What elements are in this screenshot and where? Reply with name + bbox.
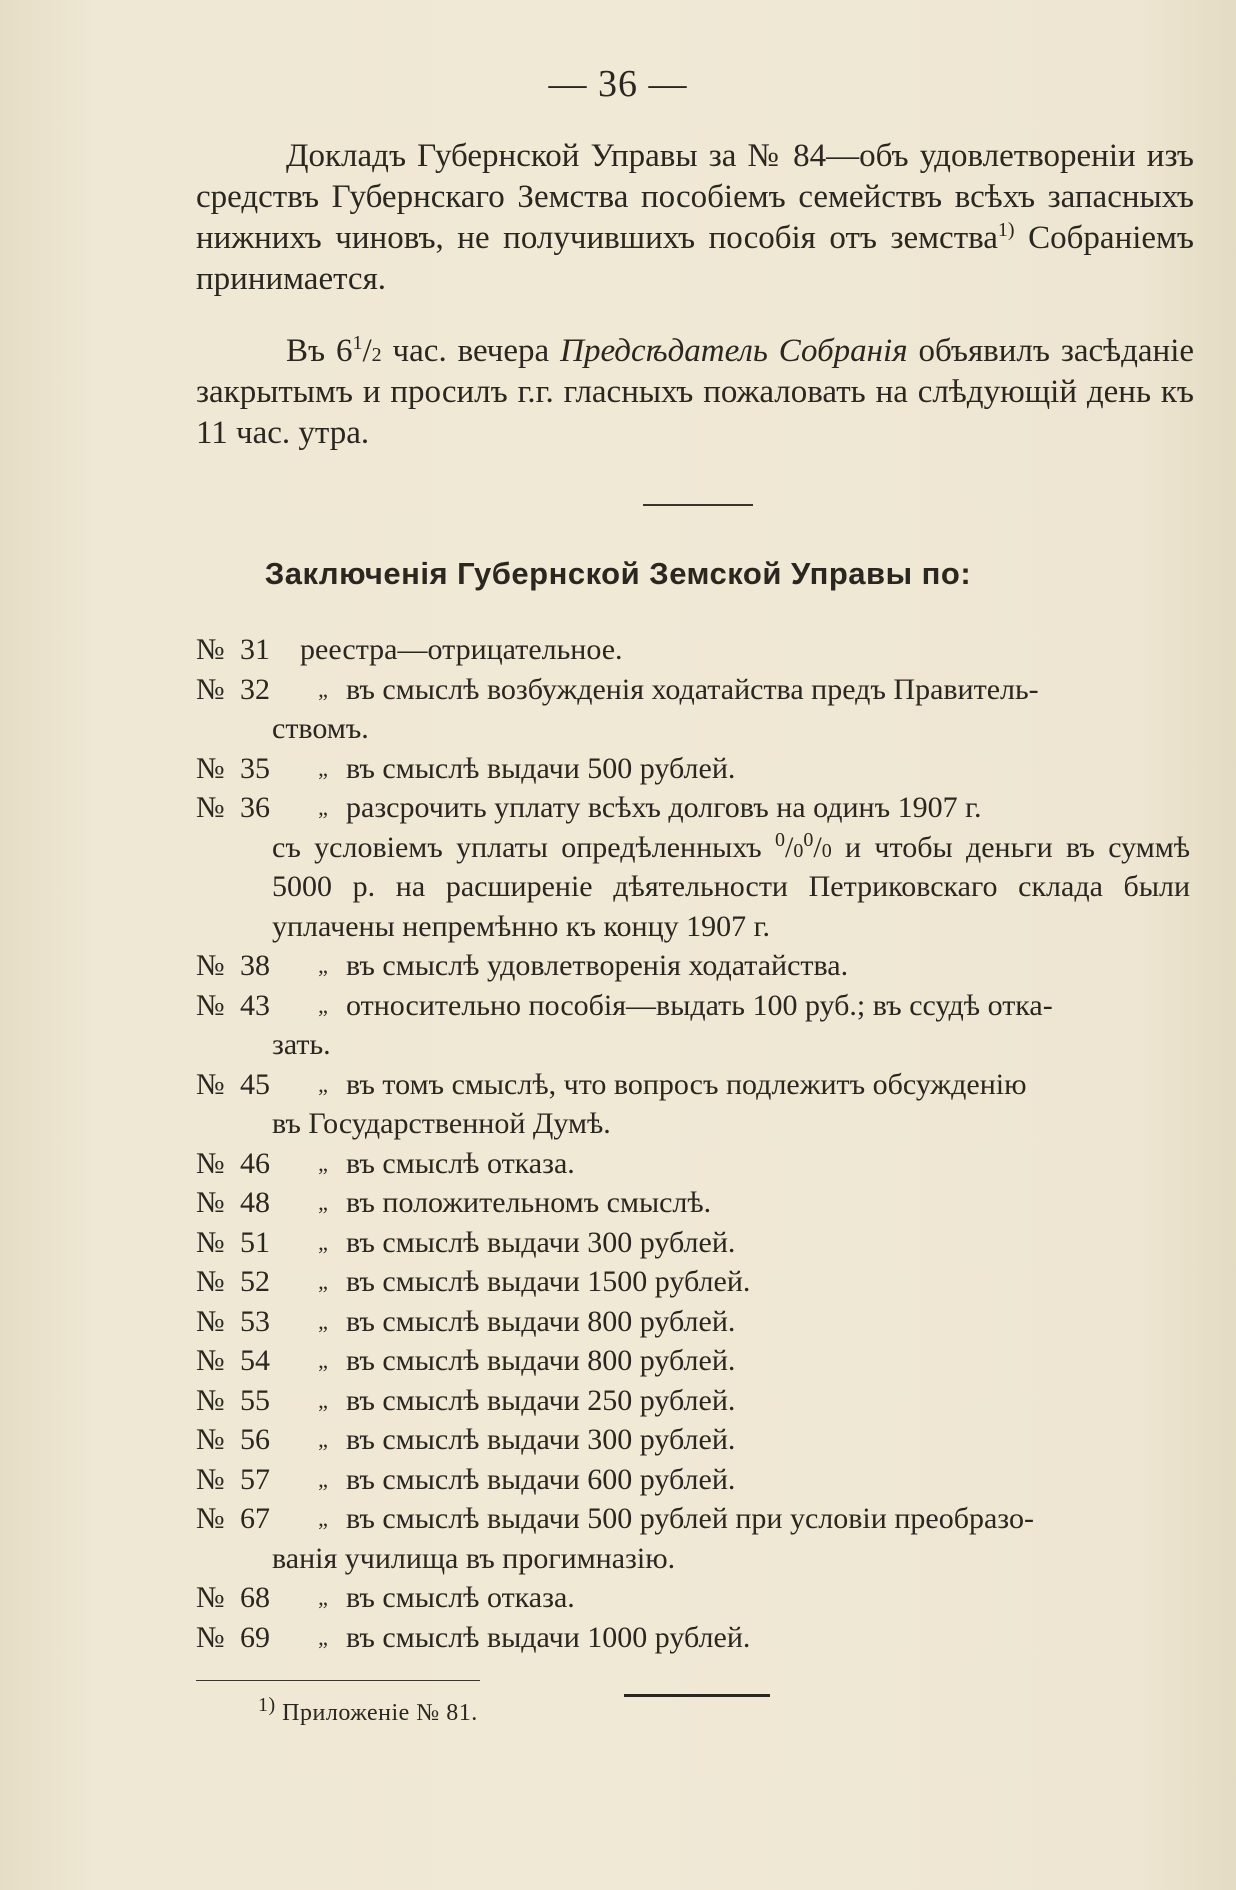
paragraph-2-middle: час. вечера [381, 333, 561, 369]
item-number-sign: № [196, 949, 225, 982]
fraction-denominator: 2 [371, 344, 382, 366]
conclusions-list [196, 630, 1190, 1657]
item-number-sign: № [196, 1304, 225, 1338]
item-text: въ смыслѣ выдачи 300 рублей. [346, 1423, 736, 1456]
list-item [196, 1499, 1190, 1578]
section-divider [643, 504, 753, 506]
item-number: 45 [240, 1067, 270, 1101]
item-text: въ томъ смыслѣ, что вопросъ подлежитъ обсужденію [346, 1067, 1027, 1101]
item-number-sign: № [196, 1225, 225, 1259]
item-continuation: ванія училища въ прогимназію. [272, 1541, 676, 1575]
item-number: 36 [240, 791, 270, 824]
item-number: 56 [240, 1423, 270, 1456]
continuation-pct-sup2: 0 [803, 828, 814, 851]
item-number: 57 [240, 1462, 270, 1496]
item-text: въ смыслѣ выдачи 600 рублей. [346, 1462, 736, 1496]
ditto-mark: „ [318, 1071, 328, 1097]
item-number: 31 [240, 633, 270, 666]
ditto-mark: „ [318, 1427, 328, 1452]
item-number-sign: № [196, 1344, 225, 1377]
item-text: въ смыслѣ возбужденія ходатайства предъ Правитель- [346, 672, 1039, 706]
item-number: 67 [240, 1502, 270, 1535]
list-item [196, 1302, 1190, 1342]
ditto-mark: „ [318, 1466, 328, 1492]
item-number: 53 [240, 1304, 270, 1338]
list-item [196, 749, 1190, 789]
item-number-sign: № [196, 1620, 225, 1654]
paragraph-2-start: Въ 6 [286, 333, 353, 369]
conclusions-heading: Заключенія Губернской Земской Управы по: [264, 556, 972, 591]
item-number: 38 [240, 949, 270, 982]
list-item [196, 1183, 1190, 1223]
item-number-sign: № [196, 1146, 225, 1180]
list-item [196, 630, 1190, 670]
list-item [196, 1341, 1190, 1381]
continuation-pct-mid: / [785, 830, 794, 864]
footnote-mark: 1) [258, 1694, 276, 1716]
list-item [196, 670, 1190, 749]
paragraph-2-end: объявилъ засѣданіе закрытымъ и просилъ г.г. гласныхъ пожаловать на слѣдующій день къ 11 час. утра. [196, 333, 1195, 451]
item-text: въ смыслѣ отказа. [346, 1146, 575, 1180]
list-item [196, 1262, 1190, 1302]
item-text: въ смыслѣ выдачи 1500 рублей. [346, 1265, 751, 1298]
ditto-mark: „ [318, 992, 328, 1018]
item-text: въ смыслѣ выдачи 800 рублей. [346, 1304, 736, 1338]
list-item [196, 1578, 1190, 1618]
ditto-mark: „ [318, 953, 328, 978]
item-number: 69 [240, 1620, 270, 1654]
paragraph-session-closed [196, 331, 1194, 454]
chairman-title: Предсѣдатель Собранія [560, 333, 908, 369]
item-text: реестра—отрицательное. [300, 633, 623, 666]
item-number-sign: № [196, 1383, 225, 1417]
item-number-sign: № [196, 1423, 225, 1456]
item-continuation [196, 828, 1190, 947]
item-continuation: въ Государственной Думѣ. [272, 1107, 611, 1140]
ditto-mark: „ [318, 1585, 328, 1610]
footnote [258, 1694, 478, 1727]
footnote-reference[interactable]: 1) [997, 219, 1015, 241]
item-number-sign: № [196, 1581, 225, 1614]
ditto-mark: „ [318, 1308, 328, 1334]
page-number: — 36 — [548, 63, 688, 105]
item-text: въ смыслѣ выдачи 1000 рублей. [346, 1620, 751, 1654]
list-item [196, 1420, 1190, 1460]
end-rule [624, 1694, 770, 1697]
item-continuation: ствомъ. [272, 712, 369, 745]
item-number-sign: № [196, 791, 225, 824]
item-number: 51 [240, 1225, 270, 1259]
item-text: разсрочить уплату всѣхъ долговъ на одинъ 1907 г. [346, 791, 982, 824]
continuation-pct-mid2: / [813, 830, 822, 864]
list-item [196, 1223, 1190, 1263]
item-number: 35 [240, 751, 270, 785]
item-number-sign: № [196, 672, 225, 706]
item-number-sign: № [196, 633, 225, 666]
footnote-text: Приложеніе № 81. [275, 1700, 478, 1726]
ditto-mark: „ [318, 676, 328, 702]
ditto-mark: „ [318, 1624, 328, 1650]
ditto-mark: „ [318, 1229, 328, 1255]
item-text: въ смыслѣ выдачи 250 рублей. [346, 1383, 736, 1417]
ditto-mark: „ [318, 1387, 328, 1413]
ditto-mark: „ [318, 1190, 328, 1215]
item-number-sign: № [196, 1462, 225, 1496]
item-continuation: зать. [272, 1028, 331, 1061]
ditto-mark: „ [318, 1150, 328, 1176]
footnote-separator [196, 1680, 480, 1681]
item-number: 52 [240, 1265, 270, 1298]
list-item [196, 788, 1190, 946]
list-item [196, 1381, 1190, 1421]
list-item [196, 986, 1190, 1065]
continuation-pct-sub: 0 [793, 839, 804, 862]
item-text: въ смыслѣ выдачи 500 рублей при условіи преобразо- [346, 1502, 1034, 1535]
item-number: 32 [240, 672, 270, 706]
item-number-sign: № [196, 1186, 225, 1219]
list-item [196, 946, 1190, 986]
ditto-mark: „ [318, 1269, 328, 1294]
paragraph-report-84 [196, 136, 1194, 300]
ditto-mark: „ [318, 1506, 328, 1531]
paragraph-1-text: Докладъ Губернской Управы за № 84—объ удовлетвореніи изъ средствъ Губернскаго Земства пособіемъ семействъ всѣхъ запасныхъ нижнихъ чиновъ, не получившихъ пособія отъ земства [196, 138, 1194, 256]
fraction-numerator: 1 [352, 332, 363, 354]
item-text: въ смыслѣ отказа. [346, 1581, 575, 1614]
item-text: въ смыслѣ выдачи 500 рублей. [346, 751, 736, 785]
item-number-sign: № [196, 751, 225, 785]
item-number: 68 [240, 1581, 270, 1614]
ditto-mark: „ [318, 1348, 328, 1373]
continuation-pct-sub2: 0 [821, 839, 832, 862]
fraction-slash: / [362, 333, 372, 369]
ditto-mark: „ [318, 755, 328, 781]
list-item [196, 1460, 1190, 1500]
item-text: въ смыслѣ выдачи 800 рублей. [346, 1344, 736, 1377]
item-text: въ смыслѣ выдачи 300 рублей. [346, 1225, 736, 1259]
list-item [196, 1065, 1190, 1144]
continuation-cont-after: и чтобы деньги въ суммѣ 5000 р. на расширеніе дѣятельности Петриковскаго склада были уплачены непремѣнно къ концу 1907 г. [272, 830, 1190, 943]
item-number-sign: № [196, 988, 225, 1022]
paragraph-1-tail: Собраніемъ принимается. [196, 220, 1194, 297]
item-text: въ смыслѣ удовлетворенія ходатайства. [346, 949, 849, 982]
ditto-mark: „ [318, 795, 328, 820]
item-number: 48 [240, 1186, 270, 1219]
item-number-sign: № [196, 1265, 225, 1298]
item-text: въ положительномъ смыслѣ. [346, 1186, 712, 1219]
list-item [196, 1144, 1190, 1184]
item-number-sign: № [196, 1067, 225, 1101]
item-number-sign: № [196, 1502, 225, 1535]
item-number: 46 [240, 1146, 270, 1180]
continuation-cont-before: съ условіемъ уплаты опредѣленныхъ [272, 830, 776, 864]
item-text: относительно пособія—выдать 100 руб.; въ ссудѣ отка- [346, 988, 1053, 1022]
item-number: 43 [240, 988, 270, 1022]
list-item [196, 1618, 1190, 1658]
item-number: 55 [240, 1383, 270, 1417]
continuation-pct-sup: 0 [775, 828, 786, 851]
item-number: 54 [240, 1344, 270, 1377]
